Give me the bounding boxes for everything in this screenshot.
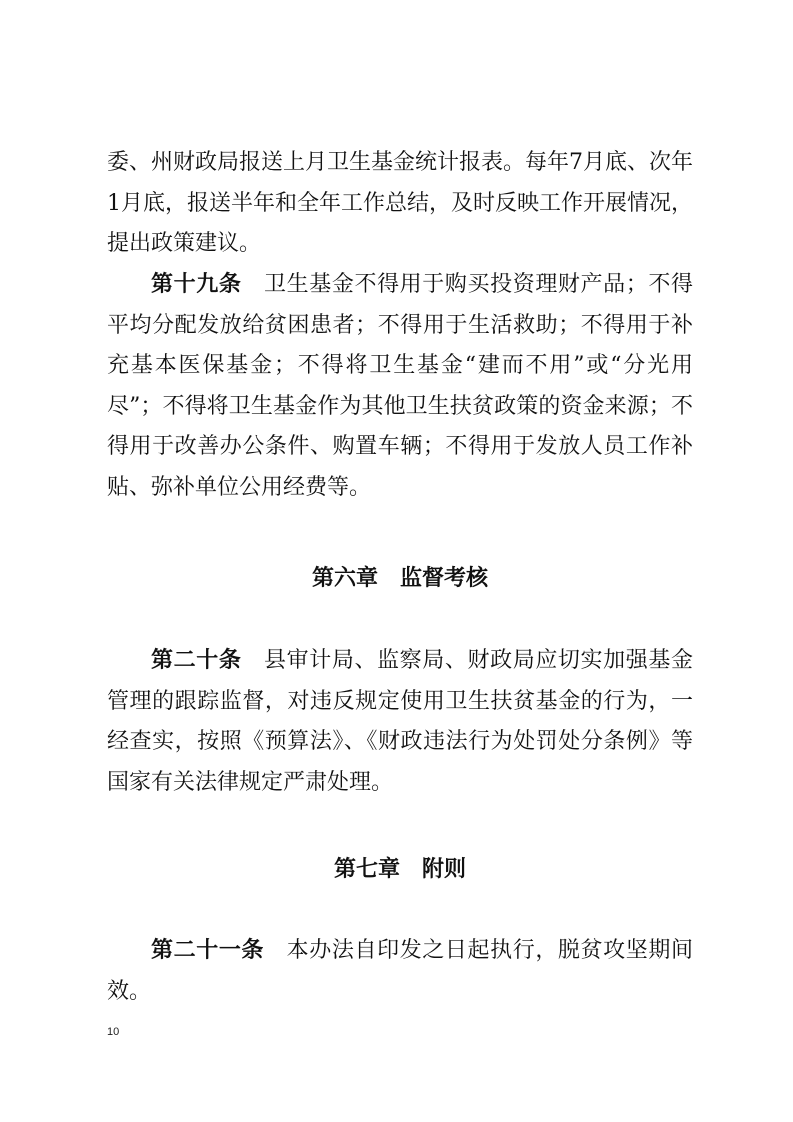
- article-21: [107, 930, 693, 1012]
- article-19: [107, 264, 693, 508]
- chapter-heading-7: 第七章 附则: [333, 856, 466, 882]
- page-number: 10: [107, 1026, 120, 1038]
- chapter-heading-6: 第六章 监督考核: [311, 565, 488, 591]
- article-text: 卫生基金不得用于购买投资理财产品；不得平均分配发放给贫困患者；不得用于生活救助；不得用于补充基本医保基金；不得将卫生基金“建而不用”或“分光用尽”；不得将卫生基金作为其他卫生扶贫政策的资金来源；不得用于改善办公条件、购置车辆；不得用于发放人员工作补贴、弥补单位公用经费等。: [107, 272, 693, 500]
- article-text: 县审计局、监察局、财政局应切实加强基金管理的跟踪监督，对违反规定使用卫生扶贫基金的行为，一经查实，按照《预算法》、《财政违法行为处罚处分条例》等国家有关法律规定严肃处理。: [107, 648, 693, 795]
- article-number: 第十九条: [151, 271, 242, 297]
- article-text: 本办法自印发之日起执行，脱贫攻坚期间效。: [107, 938, 693, 1004]
- article-20: [107, 640, 693, 803]
- paragraph-continuation: [107, 143, 693, 265]
- paragraph-text: 委、州财政局报送上月卫生基金统计报表。每年7月底、次年1月底，报送半年和全年工作总结，及时反映工作开展情况，提出政策建议。: [107, 150, 693, 256]
- article-number: 第二十条: [151, 647, 242, 673]
- article-number: 第二十一条: [151, 937, 265, 963]
